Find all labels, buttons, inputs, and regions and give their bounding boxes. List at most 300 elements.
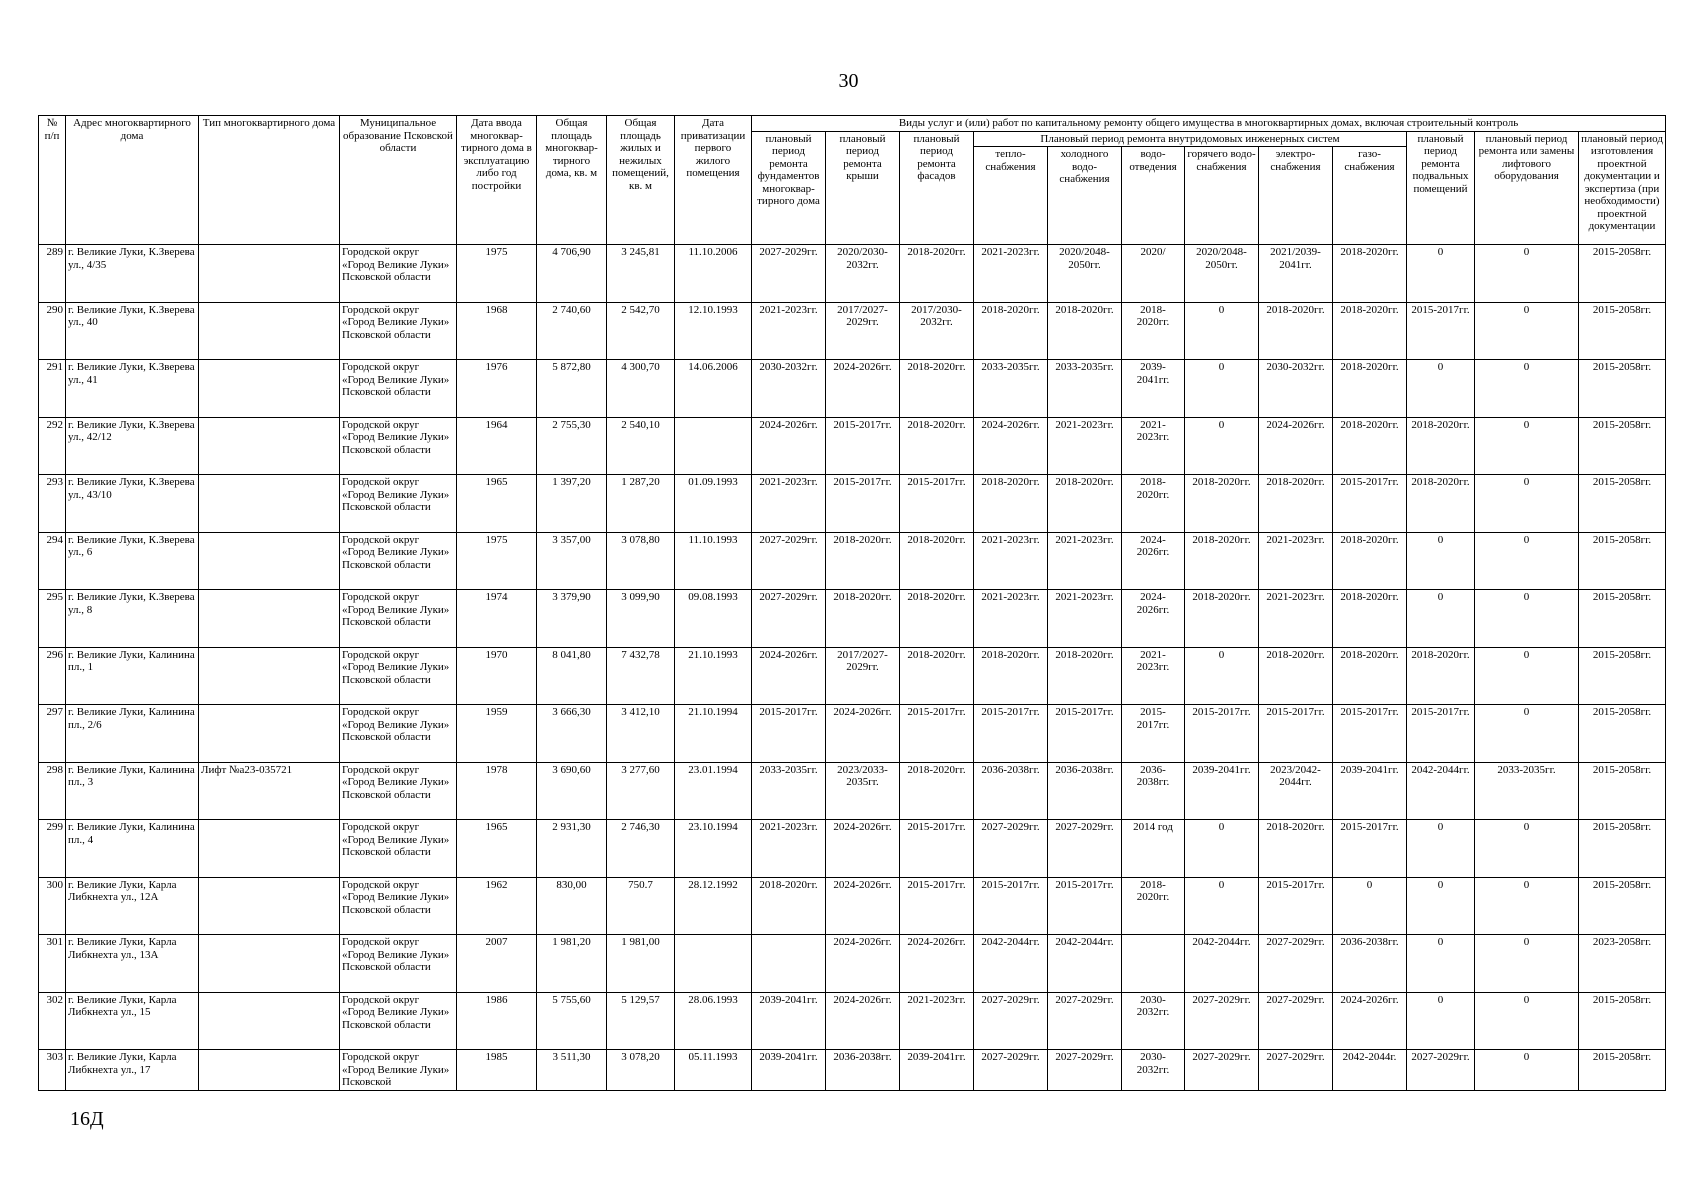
cell-address: г. Великие Луки, Калинина пл., 4 <box>66 820 199 878</box>
header-works-group: Виды услуг и (или) работ по капитальному ремонту общего имущества в многоквартирных домах, включая строительный контроль <box>752 116 1666 132</box>
cell-electric: 2018-2020гг. <box>1259 647 1333 705</box>
cell-electric: 2030-2032гг. <box>1259 360 1333 418</box>
cell-cold-water: 2021-2023гг. <box>1048 417 1122 475</box>
cell-foundation: 2021-2023гг. <box>752 820 826 878</box>
cell-type <box>199 360 340 418</box>
cell-privatization-date: 23.01.1994 <box>675 762 752 820</box>
cell-year: 1975 <box>457 532 537 590</box>
cell-roof: 2024-2026гг. <box>826 820 900 878</box>
cell-living-area: 2 540,10 <box>607 417 675 475</box>
table-row <box>39 302 1666 360</box>
header-foundation: плановый период ремонта фундаментов многоквар-тирного дома <box>752 131 826 245</box>
cell-municipality: Городской округ «Город Великие Луки» Псковской области <box>340 705 457 763</box>
cell-address: г. Великие Луки, К.Зверева ул., 43/10 <box>66 475 199 533</box>
cell-year: 1970 <box>457 647 537 705</box>
cell-foundation: 2021-2023гг. <box>752 475 826 533</box>
cell-year: 1959 <box>457 705 537 763</box>
cell-gas: 2015-2017гг. <box>1333 705 1407 763</box>
cell-design: 2015-2058гг. <box>1579 1050 1666 1091</box>
cell-gas: 2018-2020гг. <box>1333 532 1407 590</box>
cell-num: 301 <box>39 935 66 993</box>
cell-address: г. Великие Луки, К.Зверева ул., 8 <box>66 590 199 648</box>
cell-gas: 2018-2020гг. <box>1333 590 1407 648</box>
cell-living-area: 3 277,60 <box>607 762 675 820</box>
cell-total-area: 5 755,60 <box>537 992 607 1050</box>
cell-type <box>199 705 340 763</box>
cell-total-area: 4 706,90 <box>537 245 607 303</box>
header-drainage: водо-отведения <box>1122 147 1185 245</box>
cell-municipality: Городской округ «Город Великие Луки» Псковской области <box>340 532 457 590</box>
cell-year: 1964 <box>457 417 537 475</box>
cell-cold-water: 2042-2044гг. <box>1048 935 1122 993</box>
cell-facade: 2018-2020гг. <box>900 762 974 820</box>
cell-basement: 0 <box>1407 820 1475 878</box>
cell-hot-water: 0 <box>1185 877 1259 935</box>
cell-design: 2015-2058гг. <box>1579 360 1666 418</box>
cell-year: 1978 <box>457 762 537 820</box>
cell-basement: 2027-2029гг. <box>1407 1050 1475 1091</box>
cell-design: 2015-2058гг. <box>1579 302 1666 360</box>
cell-basement: 2018-2020гг. <box>1407 647 1475 705</box>
header-commission-date: Дата ввода многоквар-тирного дома в эксплуатацию либо год постройки <box>457 116 537 245</box>
cell-cold-water: 2015-2017гг. <box>1048 877 1122 935</box>
cell-design: 2023-2058гг. <box>1579 935 1666 993</box>
cell-facade: 2018-2020гг. <box>900 245 974 303</box>
cell-num: 293 <box>39 475 66 533</box>
cell-num: 300 <box>39 877 66 935</box>
cell-living-area: 3 078,20 <box>607 1050 675 1091</box>
cell-heat: 2018-2020гг. <box>974 475 1048 533</box>
cell-roof: 2024-2026гг. <box>826 705 900 763</box>
cell-foundation: 2021-2023гг. <box>752 302 826 360</box>
cell-living-area: 1 981,00 <box>607 935 675 993</box>
cell-type <box>199 1050 340 1091</box>
cell-electric: 2015-2017гг. <box>1259 705 1333 763</box>
cell-elevator: 0 <box>1475 992 1579 1050</box>
cell-type <box>199 647 340 705</box>
header-living-area: Общая площадь жилых и нежилых помещений, кв. м <box>607 116 675 245</box>
cell-design: 2015-2058гг. <box>1579 532 1666 590</box>
cell-living-area: 7 432,78 <box>607 647 675 705</box>
cell-heat: 2024-2026гг. <box>974 417 1048 475</box>
header-total-area: Общая площадь многоквар-тирного дома, кв. м <box>537 116 607 245</box>
cell-heat: 2015-2017гг. <box>974 877 1048 935</box>
cell-hot-water: 0 <box>1185 820 1259 878</box>
header-municipality: Муниципальное образование Псковской области <box>340 116 457 245</box>
cell-electric: 2027-2029гг. <box>1259 992 1333 1050</box>
cell-roof: 2024-2026гг. <box>826 992 900 1050</box>
header-num: № п/п <box>39 116 66 245</box>
cell-design: 2015-2058гг. <box>1579 992 1666 1050</box>
cell-total-area: 2 740,60 <box>537 302 607 360</box>
cell-type <box>199 475 340 533</box>
cell-design: 2015-2058гг. <box>1579 705 1666 763</box>
cell-facade: 2015-2017гг. <box>900 475 974 533</box>
cell-privatization-date <box>675 935 752 993</box>
cell-drainage: 2024-2026гг. <box>1122 590 1185 648</box>
cell-foundation: 2027-2029гг. <box>752 245 826 303</box>
cell-gas: 2036-2038гг. <box>1333 935 1407 993</box>
cell-elevator: 0 <box>1475 532 1579 590</box>
cell-privatization-date: 28.06.1993 <box>675 992 752 1050</box>
cell-total-area: 3 379,90 <box>537 590 607 648</box>
cell-hot-water: 2042-2044гг. <box>1185 935 1259 993</box>
cell-cold-water: 2018-2020гг. <box>1048 647 1122 705</box>
cell-roof: 2017/2027-2029гг. <box>826 647 900 705</box>
cell-drainage: 2024-2026гг. <box>1122 532 1185 590</box>
cell-privatization-date: 11.10.1993 <box>675 532 752 590</box>
cell-hot-water: 2015-2017гг. <box>1185 705 1259 763</box>
cell-year: 1968 <box>457 302 537 360</box>
table-header <box>39 116 1666 245</box>
cell-elevator: 0 <box>1475 360 1579 418</box>
cell-basement: 0 <box>1407 935 1475 993</box>
cell-num: 290 <box>39 302 66 360</box>
table-row <box>39 820 1666 878</box>
cell-electric: 2021-2023гг. <box>1259 590 1333 648</box>
cell-facade: 2018-2020гг. <box>900 647 974 705</box>
cell-basement: 0 <box>1407 877 1475 935</box>
cell-electric: 2027-2029гг. <box>1259 1050 1333 1091</box>
cell-design: 2015-2058гг. <box>1579 820 1666 878</box>
table-body <box>39 245 1666 1091</box>
cell-elevator: 0 <box>1475 475 1579 533</box>
cell-total-area: 8 041,80 <box>537 647 607 705</box>
header-elevator: плановый период ремонта или замены лифтового оборудования <box>1475 131 1579 245</box>
cell-foundation: 2039-2041гг. <box>752 992 826 1050</box>
cell-cold-water: 2027-2029гг. <box>1048 1050 1122 1091</box>
cell-elevator: 0 <box>1475 647 1579 705</box>
cell-living-area: 3 099,90 <box>607 590 675 648</box>
cell-type <box>199 935 340 993</box>
cell-num: 291 <box>39 360 66 418</box>
cell-heat: 2042-2044гг. <box>974 935 1048 993</box>
table-row <box>39 647 1666 705</box>
cell-gas: 2018-2020гг. <box>1333 302 1407 360</box>
cell-num: 292 <box>39 417 66 475</box>
cell-drainage: 2039-2041гг. <box>1122 360 1185 418</box>
cell-foundation: 2027-2029гг. <box>752 590 826 648</box>
cell-year: 1986 <box>457 992 537 1050</box>
header-type: Тип многоквартирного дома <box>199 116 340 245</box>
cell-design: 2015-2058гг. <box>1579 417 1666 475</box>
cell-roof: 2023/2033-2035гг. <box>826 762 900 820</box>
cell-year: 2007 <box>457 935 537 993</box>
cell-drainage: 2020/ <box>1122 245 1185 303</box>
cell-drainage: 2030-2032гг. <box>1122 992 1185 1050</box>
cell-living-area: 3 412,10 <box>607 705 675 763</box>
cell-municipality: Городской округ «Город Великие Луки» Псковской <box>340 1050 457 1091</box>
cell-heat: 2018-2020гг. <box>974 647 1048 705</box>
cell-address: г. Великие Луки, Калинина пл., 2/6 <box>66 705 199 763</box>
cell-heat: 2027-2029гг. <box>974 992 1048 1050</box>
cell-privatization-date: 05.11.1993 <box>675 1050 752 1091</box>
table-row <box>39 532 1666 590</box>
cell-municipality: Городской округ «Город Великие Луки» Псковской области <box>340 590 457 648</box>
cell-basement: 0 <box>1407 532 1475 590</box>
cell-roof: 2024-2026гг. <box>826 935 900 993</box>
cell-living-area: 750.7 <box>607 877 675 935</box>
cell-electric: 2027-2029гг. <box>1259 935 1333 993</box>
cell-basement: 2015-2017гг. <box>1407 705 1475 763</box>
cell-total-area: 3 666,30 <box>537 705 607 763</box>
cell-electric: 2023/2042-2044гг. <box>1259 762 1333 820</box>
cell-type <box>199 245 340 303</box>
cell-hot-water: 0 <box>1185 417 1259 475</box>
cell-heat: 2021-2023гг. <box>974 245 1048 303</box>
cell-municipality: Городской округ «Город Великие Луки» Псковской области <box>340 475 457 533</box>
cell-total-area: 2 931,30 <box>537 820 607 878</box>
cell-elevator: 0 <box>1475 705 1579 763</box>
cell-foundation: 2027-2029гг. <box>752 532 826 590</box>
cell-address: г. Великие Луки, К.Зверева ул., 4/35 <box>66 245 199 303</box>
header-facade: плановый период ремонта фасадов <box>900 131 974 245</box>
cell-address: г. Великие Луки, Карла Либкнехта ул., 12А <box>66 877 199 935</box>
cell-roof: 2024-2026гг. <box>826 877 900 935</box>
cell-drainage: 2021-2023гг. <box>1122 647 1185 705</box>
cell-num: 299 <box>39 820 66 878</box>
cell-total-area: 3 690,60 <box>537 762 607 820</box>
cell-municipality: Городской округ «Город Великие Луки» Псковской области <box>340 935 457 993</box>
cell-year: 1975 <box>457 245 537 303</box>
cell-facade: 2017/2030-2032гг. <box>900 302 974 360</box>
cell-gas: 2015-2017гг. <box>1333 820 1407 878</box>
cell-drainage <box>1122 935 1185 993</box>
cell-gas: 2024-2026гг. <box>1333 992 1407 1050</box>
cell-privatization-date <box>675 417 752 475</box>
cell-num: 289 <box>39 245 66 303</box>
cell-hot-water: 2018-2020гг. <box>1185 475 1259 533</box>
cell-municipality: Городской округ «Город Великие Луки» Псковской области <box>340 302 457 360</box>
cell-cold-water: 2036-2038гг. <box>1048 762 1122 820</box>
cell-privatization-date: 14.06.2006 <box>675 360 752 418</box>
table-row <box>39 992 1666 1050</box>
cell-heat: 2015-2017гг. <box>974 705 1048 763</box>
cell-total-area: 830,00 <box>537 877 607 935</box>
cell-address: г. Великие Луки, К.Зверева ул., 42/12 <box>66 417 199 475</box>
cell-gas: 0 <box>1333 877 1407 935</box>
header-gas: газо-снабжения <box>1333 147 1407 245</box>
cell-foundation: 2033-2035гг. <box>752 762 826 820</box>
cell-gas: 2018-2020гг. <box>1333 647 1407 705</box>
cell-type <box>199 417 340 475</box>
cell-municipality: Городской округ «Город Великие Луки» Псковской области <box>340 762 457 820</box>
cell-roof: 2018-2020гг. <box>826 532 900 590</box>
cell-hot-water: 2039-2041гг. <box>1185 762 1259 820</box>
cell-cold-water: 2033-2035гг. <box>1048 360 1122 418</box>
cell-municipality: Городской округ «Город Великие Луки» Псковской области <box>340 820 457 878</box>
table-row <box>39 935 1666 993</box>
cell-privatization-date: 12.10.1993 <box>675 302 752 360</box>
cell-living-area: 4 300,70 <box>607 360 675 418</box>
cell-electric: 2024-2026гг. <box>1259 417 1333 475</box>
cell-basement: 0 <box>1407 245 1475 303</box>
cell-num: 298 <box>39 762 66 820</box>
cell-electric: 2021/2039-2041гг. <box>1259 245 1333 303</box>
cell-facade: 2039-2041гг. <box>900 1050 974 1091</box>
cell-basement: 0 <box>1407 992 1475 1050</box>
cell-total-area: 3 357,00 <box>537 532 607 590</box>
header-hot-water: горячего водо-снабжения <box>1185 147 1259 245</box>
cell-facade: 2018-2020гг. <box>900 417 974 475</box>
cell-num: 294 <box>39 532 66 590</box>
cell-privatization-date: 09.08.1993 <box>675 590 752 648</box>
cell-cold-water: 2021-2023гг. <box>1048 590 1122 648</box>
cell-municipality: Городской округ «Город Великие Луки» Псковской области <box>340 877 457 935</box>
cell-address: г. Великие Луки, Карла Либкнехта ул., 17 <box>66 1050 199 1091</box>
cell-total-area: 2 755,30 <box>537 417 607 475</box>
cell-type <box>199 820 340 878</box>
cell-drainage: 2030-2032гг. <box>1122 1050 1185 1091</box>
cell-hot-water: 2020/2048-2050гг. <box>1185 245 1259 303</box>
cell-facade: 2018-2020гг. <box>900 360 974 418</box>
cell-address: г. Великие Луки, К.Зверева ул., 40 <box>66 302 199 360</box>
cell-heat: 2018-2020гг. <box>974 302 1048 360</box>
cell-foundation: 2024-2026гг. <box>752 647 826 705</box>
cell-gas: 2018-2020гг. <box>1333 245 1407 303</box>
header-engineering-group: Плановый период ремонта внутридомовых инженерных систем <box>974 131 1407 147</box>
table-row <box>39 360 1666 418</box>
cell-municipality: Городской округ «Город Великие Луки» Псковской области <box>340 360 457 418</box>
cell-facade: 2018-2020гг. <box>900 532 974 590</box>
cell-year: 1965 <box>457 820 537 878</box>
cell-num: 303 <box>39 1050 66 1091</box>
cell-total-area: 1 981,20 <box>537 935 607 993</box>
cell-cold-water: 2020/2048-2050гг. <box>1048 245 1122 303</box>
cell-foundation: 2018-2020гг. <box>752 877 826 935</box>
cell-facade: 2015-2017гг. <box>900 820 974 878</box>
cell-electric: 2018-2020гг. <box>1259 820 1333 878</box>
cell-num: 296 <box>39 647 66 705</box>
cell-privatization-date: 21.10.1993 <box>675 647 752 705</box>
cell-electric: 2018-2020гг. <box>1259 302 1333 360</box>
cell-elevator: 0 <box>1475 245 1579 303</box>
cell-gas: 2018-2020гг. <box>1333 417 1407 475</box>
cell-gas: 2039-2041гг. <box>1333 762 1407 820</box>
cell-electric: 2015-2017гг. <box>1259 877 1333 935</box>
cell-elevator: 0 <box>1475 302 1579 360</box>
cell-drainage: 2018-2020гг. <box>1122 877 1185 935</box>
cell-privatization-date: 23.10.1994 <box>675 820 752 878</box>
cell-type: Лифт №а23-035721 <box>199 762 340 820</box>
header-design: плановый период изготовления проектной документации и экспертиза (при необходимости) проектной документации <box>1579 131 1666 245</box>
cell-elevator: 0 <box>1475 935 1579 993</box>
cell-num: 302 <box>39 992 66 1050</box>
cell-facade: 2024-2026гг. <box>900 935 974 993</box>
table-row <box>39 417 1666 475</box>
cell-facade: 2018-2020гг. <box>900 590 974 648</box>
cell-drainage: 2036-2038гг. <box>1122 762 1185 820</box>
cell-cold-water: 2027-2029гг. <box>1048 992 1122 1050</box>
cell-total-area: 5 872,80 <box>537 360 607 418</box>
cell-address: г. Великие Луки, Карла Либкнехта ул., 15 <box>66 992 199 1050</box>
cell-cold-water: 2015-2017гг. <box>1048 705 1122 763</box>
cell-year: 1976 <box>457 360 537 418</box>
cell-basement: 2018-2020гг. <box>1407 417 1475 475</box>
cell-roof: 2020/2030-2032гг. <box>826 245 900 303</box>
cell-roof: 2024-2026гг. <box>826 360 900 418</box>
cell-living-area: 5 129,57 <box>607 992 675 1050</box>
cell-type <box>199 590 340 648</box>
cell-address: г. Великие Луки, Карла Либкнехта ул., 13А <box>66 935 199 993</box>
cell-heat: 2036-2038гг. <box>974 762 1048 820</box>
cell-privatization-date: 28.12.1992 <box>675 877 752 935</box>
cell-hot-water: 0 <box>1185 360 1259 418</box>
cell-basement: 2042-2044гг. <box>1407 762 1475 820</box>
cell-hot-water: 2018-2020гг. <box>1185 532 1259 590</box>
cell-type <box>199 877 340 935</box>
cell-foundation: 2039-2041гг. <box>752 1050 826 1091</box>
table-row <box>39 762 1666 820</box>
cell-roof: 2015-2017гг. <box>826 417 900 475</box>
cell-foundation: 2030-2032гг. <box>752 360 826 418</box>
cell-type <box>199 992 340 1050</box>
cell-elevator: 0 <box>1475 877 1579 935</box>
cell-year: 1985 <box>457 1050 537 1091</box>
cell-gas: 2042-2044г. <box>1333 1050 1407 1091</box>
cell-design: 2015-2058гг. <box>1579 475 1666 533</box>
table-row <box>39 705 1666 763</box>
cell-year: 1974 <box>457 590 537 648</box>
cell-living-area: 3 078,80 <box>607 532 675 590</box>
cell-hot-water: 2018-2020гг. <box>1185 590 1259 648</box>
cell-design: 2015-2058гг. <box>1579 877 1666 935</box>
cell-total-area: 3 511,30 <box>537 1050 607 1091</box>
cell-type <box>199 302 340 360</box>
cell-basement: 2018-2020гг. <box>1407 475 1475 533</box>
cell-design: 2015-2058гг. <box>1579 245 1666 303</box>
cell-design: 2015-2058гг. <box>1579 590 1666 648</box>
cell-municipality: Городской округ «Город Великие Луки» Псковской области <box>340 245 457 303</box>
cell-address: г. Великие Луки, К.Зверева ул., 6 <box>66 532 199 590</box>
header-cold-water: холодного водо-снабжения <box>1048 147 1122 245</box>
cell-facade: 2021-2023гг. <box>900 992 974 1050</box>
cell-foundation: 2015-2017гг. <box>752 705 826 763</box>
table-row <box>39 1050 1666 1091</box>
cell-elevator: 0 <box>1475 820 1579 878</box>
cell-electric: 2018-2020гг. <box>1259 475 1333 533</box>
cell-electric: 2021-2023гг. <box>1259 532 1333 590</box>
cell-hot-water: 0 <box>1185 302 1259 360</box>
footer-code: 16Д <box>70 1108 104 1130</box>
cell-municipality: Городской округ «Город Великие Луки» Псковской области <box>340 417 457 475</box>
cell-cold-water: 2021-2023гг. <box>1048 532 1122 590</box>
cell-year: 1965 <box>457 475 537 533</box>
cell-foundation: 2024-2026гг. <box>752 417 826 475</box>
header-heat: тепло-снабжения <box>974 147 1048 245</box>
cell-living-area: 2 746,30 <box>607 820 675 878</box>
cell-heat: 2027-2029гг. <box>974 1050 1048 1091</box>
cell-basement: 0 <box>1407 590 1475 648</box>
table-row <box>39 590 1666 648</box>
cell-gas: 2015-2017гг. <box>1333 475 1407 533</box>
cell-hot-water: 2027-2029гг. <box>1185 992 1259 1050</box>
header-roof: плановый период ремонта крыши <box>826 131 900 245</box>
cell-drainage: 2018-2020гг. <box>1122 475 1185 533</box>
cell-elevator: 0 <box>1475 1050 1579 1091</box>
cell-heat: 2021-2023гг. <box>974 590 1048 648</box>
header-address: Адрес многоквартирного дома <box>66 116 199 245</box>
cell-heat: 2021-2023гг. <box>974 532 1048 590</box>
cell-municipality: Городской округ «Город Великие Луки» Псковской области <box>340 992 457 1050</box>
cell-cold-water: 2027-2029гг. <box>1048 820 1122 878</box>
cell-privatization-date: 21.10.1994 <box>675 705 752 763</box>
header-basement: плановый период ремонта подвальных помещений <box>1407 131 1475 245</box>
cell-basement: 2015-2017гг. <box>1407 302 1475 360</box>
cell-heat: 2027-2029гг. <box>974 820 1048 878</box>
cell-facade: 2015-2017гг. <box>900 705 974 763</box>
cell-municipality: Городской округ «Город Великие Луки» Псковской области <box>340 647 457 705</box>
